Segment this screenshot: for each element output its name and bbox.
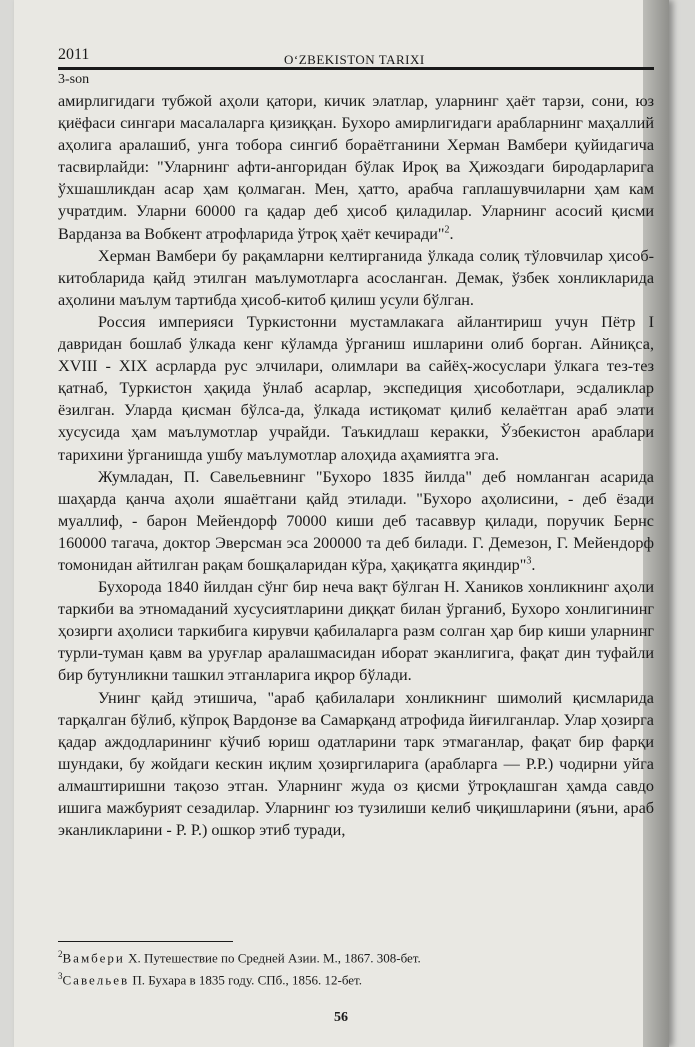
page-number: 56 — [334, 1010, 348, 1025]
footnote-3: $^3$Савельев П. Бухара в 1835 году. СПб., 1856. 12-бет. — [58, 971, 363, 988]
paragraph-4: Жумладан, П. Савельевнинг "Бухоро 1835 йилда" деб номланган асарида шаҳарда қанча аҳоли яшаётгани қайд этилади. "Бухоро аҳолисини, - деб ёзади муаллиф, - барон Мейендорф 70000 киши деб тасаввур қилади, поручик Бернс 160000 тагача, доктор Эверсман эса 200000 та деб билади. Г. Демезон, Г. Мейендорф томонидан айтилган рақам бошқаларидан кўра, ҳақиқатга яқиндир"$^3$. — [58, 467, 654, 574]
header-year: 2011 — [58, 46, 90, 63]
article-body — [58, 90, 654, 841]
issue-number: 3-son — [58, 72, 90, 87]
header-journal-title: O‘ZBEKISTON TARIXI — [284, 52, 425, 67]
footnote-author: Савельев — [62, 972, 130, 988]
paragraph-5: Бухорода 1840 йилдан сўнг бир неча вақт бўлган Н. Хаников хонликнинг аҳоли таркиби ва этномаданий хусусиятларини диққат билан ўрганиб, Бухоро хонлигининг ҳозирги аҳолиси таркибига кирувчи қабилаларга разм солган ҳар бир киши уларнинг турли-туман қавм ва уруғлар аралашмасидан иборат эканлигига, фақат дин туфайли бир бутунликни ташкил этганларига иқрор бўлади. — [58, 578, 654, 685]
footnote-ref-3: 3 — [526, 555, 532, 567]
footnote-2: $^2$Вамбери Х. Путешествие по Средней Азии. М., 1867. 308-бет. — [58, 949, 421, 966]
footnote-author: Вамбери — [62, 950, 125, 966]
footnote-rule — [58, 941, 233, 942]
paragraph-2: Херман Вамбери бу рақамларни келтирганида ўлкада солиқ тўловчилар ҳисоб-китобларида қайд этилган маълумотларга асосланган. Демак, ўзбек хонликларида аҳолини маълум тартибда ҳисоб-китоб қилиш усули бўлган. — [58, 246, 654, 309]
document-page — [14, 0, 669, 1047]
paragraph-3: Россия империяси Туркистонни мустамлакага айлантириш учун Пётр I давридан бошлаб ўлкада кенг кўламда ўрганиш ишларини олиб борган. Айниқса, XVIII - XIX асрларда рус элчилари, олимлари ва сайёҳ-жосуслари ўлкага тез-тез қатнаб, Туркистон ҳақида ўнлаб асарлар, экспедиция ҳисоботлари, эсдаликлар ёзилган. Уларда қисман бўлса-да, ўлкада истиқомат қилиб келаётган араб элати хусусида ҳам маълумотлар учрайди. Таъкидлаш керакки, Ўзбекистон араблари тарихини ўрганишда ушбу маълумотлар алоҳида аҳамиятга эга. — [58, 312, 654, 464]
paragraph-6: Унинг қайд этишича, "араб қабилалари хонликнинг шимолий қисмларида тарқалган бўлиб, кўпроқ Вардонзе ва Самарқанд атрофида йиғилганлар. Улар ҳозирга қадар аждодларининг кўчиб юриш одатларини тарк этмаганлар, фақат бир фарқи шундаки, бу жойдаги кескин иқлим ҳозиргиларига (арабларга — Р.Р.) чодирни уйга алмаштиришни тақозо этган. Уларнинг жуда оз қисми ўтроқлашган ҳамда савдо ишига мажбурият сезадилар. Уларнинг юз тузилиши келиб чиқишларини (яъни, араб эканликларини - Р. Р.) ошкор этиб туради, — [58, 688, 654, 840]
running-header — [58, 46, 654, 68]
header-rule — [58, 67, 654, 70]
footnote-ref-2: 2 — [444, 224, 450, 236]
footnotes — [58, 945, 654, 990]
paragraph-1: амирлигидаги тубжой аҳоли қатори, кичик элатлар, уларнинг ҳаёт тарзи, сони, юз қиёфаси сингари масалаларга қизиққан. Бухоро амирлигидаги арабларнинг маҳаллий аҳолига аралашиб, унга тобора сингиб бораётганини Херман Вамбери қуйидагича тасвирлайди: "Уларнинг афти-ангоридан бўлак Ироқ ва Ҳижоздаги биродарларига ўхшашликдан асар ҳам қолмаган. Мен, ҳатто, арабча гаплашувчиларни ҳам кам учратдим. Уларни 60000 га қадар деб ҳисоб қиладилар. Уларнинг асосий қисми Варданза ва Вобкент атрофларида ўтроқ ҳаёт кечиради"$^2$. — [58, 92, 654, 243]
